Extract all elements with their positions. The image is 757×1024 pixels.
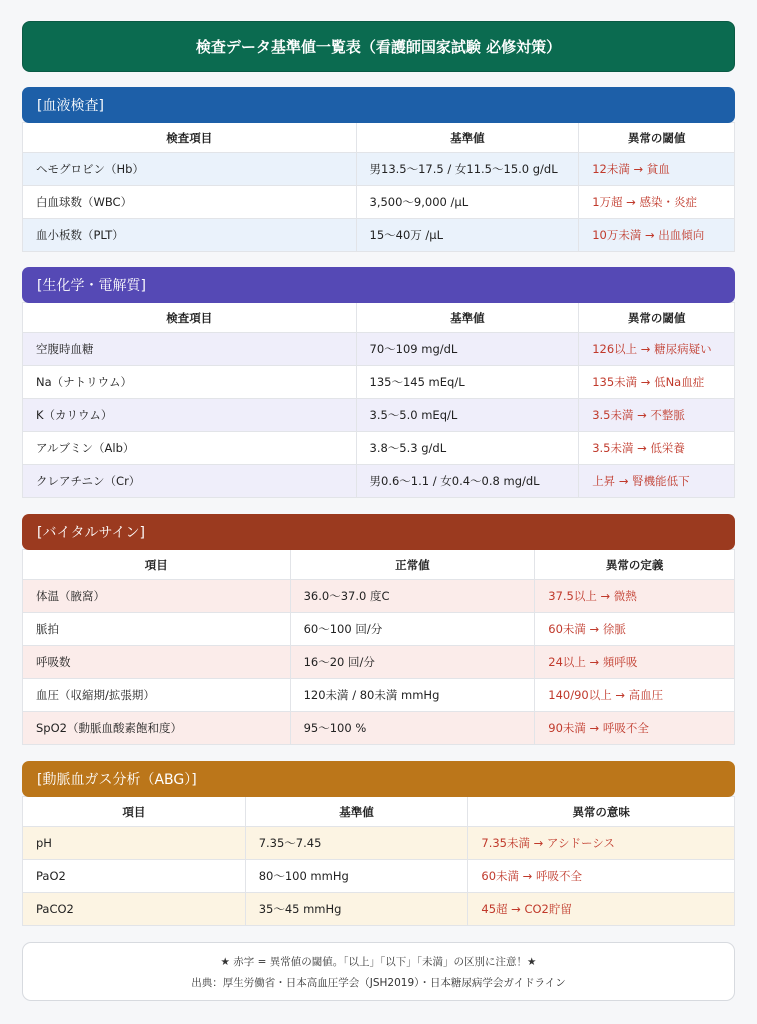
reference-cell: 80〜100 mmHg bbox=[245, 860, 468, 893]
section-header-abg: [動脈血ガス分析（ABG）] bbox=[22, 761, 735, 797]
column-header: 異常の意味 bbox=[468, 797, 735, 827]
table-blood bbox=[22, 122, 735, 252]
item-cell: 脈拍 bbox=[23, 613, 291, 646]
reference-cell: 36.0〜37.0 度C bbox=[290, 580, 535, 613]
reference-cell: 3,500〜9,000 /μL bbox=[356, 186, 579, 219]
footer-source: 出典：厚生労働省・日本高血圧学会（JSH2019）・日本糖尿病学会ガイドライン bbox=[191, 976, 566, 989]
page bbox=[22, 21, 735, 989]
section-header-blood: [血液検査] bbox=[22, 87, 735, 123]
table-vital-signs bbox=[22, 549, 735, 745]
threshold-cell: 24以上 → 頻呼吸 bbox=[535, 646, 735, 679]
threshold-cell: 45超 → CO2貯留 bbox=[468, 893, 735, 926]
section-vital-signs bbox=[22, 514, 735, 745]
footer-note: ★ 赤字 = 異常値の閾値。「以上」「以下」「未満」の区別に注意！★ bbox=[220, 955, 537, 968]
table-row bbox=[23, 333, 735, 366]
table-row bbox=[23, 186, 735, 219]
item-cell: 呼吸数 bbox=[23, 646, 291, 679]
table-row bbox=[23, 712, 735, 745]
table-abg bbox=[22, 796, 735, 926]
threshold-cell: 7.35未満 → アシドーシス bbox=[468, 827, 735, 860]
table-row bbox=[23, 679, 735, 712]
item-cell: SpO2（動脈血酸素飽和度） bbox=[23, 712, 291, 745]
reference-cell: 16〜20 回/分 bbox=[290, 646, 535, 679]
item-cell: PaO2 bbox=[23, 860, 246, 893]
table-row bbox=[23, 860, 735, 893]
reference-cell: 135〜145 mEq/L bbox=[356, 366, 579, 399]
threshold-cell: 3.5未満 → 低栄養 bbox=[579, 432, 735, 465]
column-header: 異常の定義 bbox=[535, 550, 735, 580]
table-row bbox=[23, 613, 735, 646]
reference-cell: 70〜109 mg/dL bbox=[356, 333, 579, 366]
table-row bbox=[23, 366, 735, 399]
column-header: 正常値 bbox=[290, 550, 535, 580]
threshold-cell: 12未満 → 貧血 bbox=[579, 153, 735, 186]
column-header: 基準値 bbox=[356, 123, 579, 153]
column-header: 異常の閾値 bbox=[579, 303, 735, 333]
threshold-cell: 1万超 → 感染・炎症 bbox=[579, 186, 735, 219]
table-row bbox=[23, 646, 735, 679]
section-header-vital-signs: [バイタルサイン] bbox=[22, 514, 735, 550]
column-header: 異常の閾値 bbox=[579, 123, 735, 153]
item-cell: 白血球数（WBC） bbox=[23, 186, 357, 219]
threshold-cell: 126以上 → 糖尿病疑い bbox=[579, 333, 735, 366]
item-cell: Na（ナトリウム） bbox=[23, 366, 357, 399]
threshold-cell: 60未満 → 呼吸不全 bbox=[468, 860, 735, 893]
table-row bbox=[23, 153, 735, 186]
item-cell: ヘモグロビン（Hb） bbox=[23, 153, 357, 186]
item-cell: アルブミン（Alb） bbox=[23, 432, 357, 465]
table-row bbox=[23, 580, 735, 613]
section-biochemistry bbox=[22, 267, 735, 498]
reference-cell: 95〜100 % bbox=[290, 712, 535, 745]
threshold-cell: 60未満 → 徐脈 bbox=[535, 613, 735, 646]
section-header-biochemistry: [生化学・電解質] bbox=[22, 267, 735, 303]
table-row bbox=[23, 432, 735, 465]
threshold-cell: 140/90以上 → 高血圧 bbox=[535, 679, 735, 712]
table-row bbox=[23, 893, 735, 926]
threshold-cell: 10万未満 → 出血傾向 bbox=[579, 219, 735, 252]
table-row bbox=[23, 399, 735, 432]
reference-cell: 35〜45 mmHg bbox=[245, 893, 468, 926]
reference-cell: 15〜40万 /μL bbox=[356, 219, 579, 252]
footer-note-box bbox=[22, 942, 735, 1001]
table-row bbox=[23, 219, 735, 252]
column-header: 項目 bbox=[23, 550, 291, 580]
reference-cell: 3.8〜5.3 g/dL bbox=[356, 432, 579, 465]
column-header: 基準値 bbox=[245, 797, 468, 827]
item-cell: K（カリウム） bbox=[23, 399, 357, 432]
reference-cell: 7.35〜7.45 bbox=[245, 827, 468, 860]
reference-cell: 60〜100 回/分 bbox=[290, 613, 535, 646]
reference-cell: 3.5〜5.0 mEq/L bbox=[356, 399, 579, 432]
threshold-cell: 90未満 → 呼吸不全 bbox=[535, 712, 735, 745]
column-header: 項目 bbox=[23, 797, 246, 827]
section-abg bbox=[22, 761, 735, 926]
section-blood bbox=[22, 87, 735, 252]
reference-cell: 男13.5〜17.5 / 女11.5〜15.0 g/dL bbox=[356, 153, 579, 186]
column-header: 検査項目 bbox=[23, 123, 357, 153]
reference-cell: 120未満 / 80未満 mmHg bbox=[290, 679, 535, 712]
item-cell: 体温（腋窩） bbox=[23, 580, 291, 613]
item-cell: PaCO2 bbox=[23, 893, 246, 926]
column-header: 検査項目 bbox=[23, 303, 357, 333]
threshold-cell: 上昇 → 腎機能低下 bbox=[579, 465, 735, 498]
page-title: 検査データ基準値一覧表（看護師国家試験 必修対策） bbox=[22, 21, 735, 72]
table-row bbox=[23, 465, 735, 498]
item-cell: 血圧（収縮期/拡張期） bbox=[23, 679, 291, 712]
table-row bbox=[23, 827, 735, 860]
item-cell: pH bbox=[23, 827, 246, 860]
table-biochemistry bbox=[22, 302, 735, 498]
threshold-cell: 37.5以上 → 微熱 bbox=[535, 580, 735, 613]
threshold-cell: 135未満 → 低Na血症 bbox=[579, 366, 735, 399]
column-header: 基準値 bbox=[356, 303, 579, 333]
item-cell: 空腹時血糖 bbox=[23, 333, 357, 366]
threshold-cell: 3.5未満 → 不整脈 bbox=[579, 399, 735, 432]
item-cell: 血小板数（PLT） bbox=[23, 219, 357, 252]
reference-cell: 男0.6〜1.1 / 女0.4〜0.8 mg/dL bbox=[356, 465, 579, 498]
item-cell: クレアチニン（Cr） bbox=[23, 465, 357, 498]
